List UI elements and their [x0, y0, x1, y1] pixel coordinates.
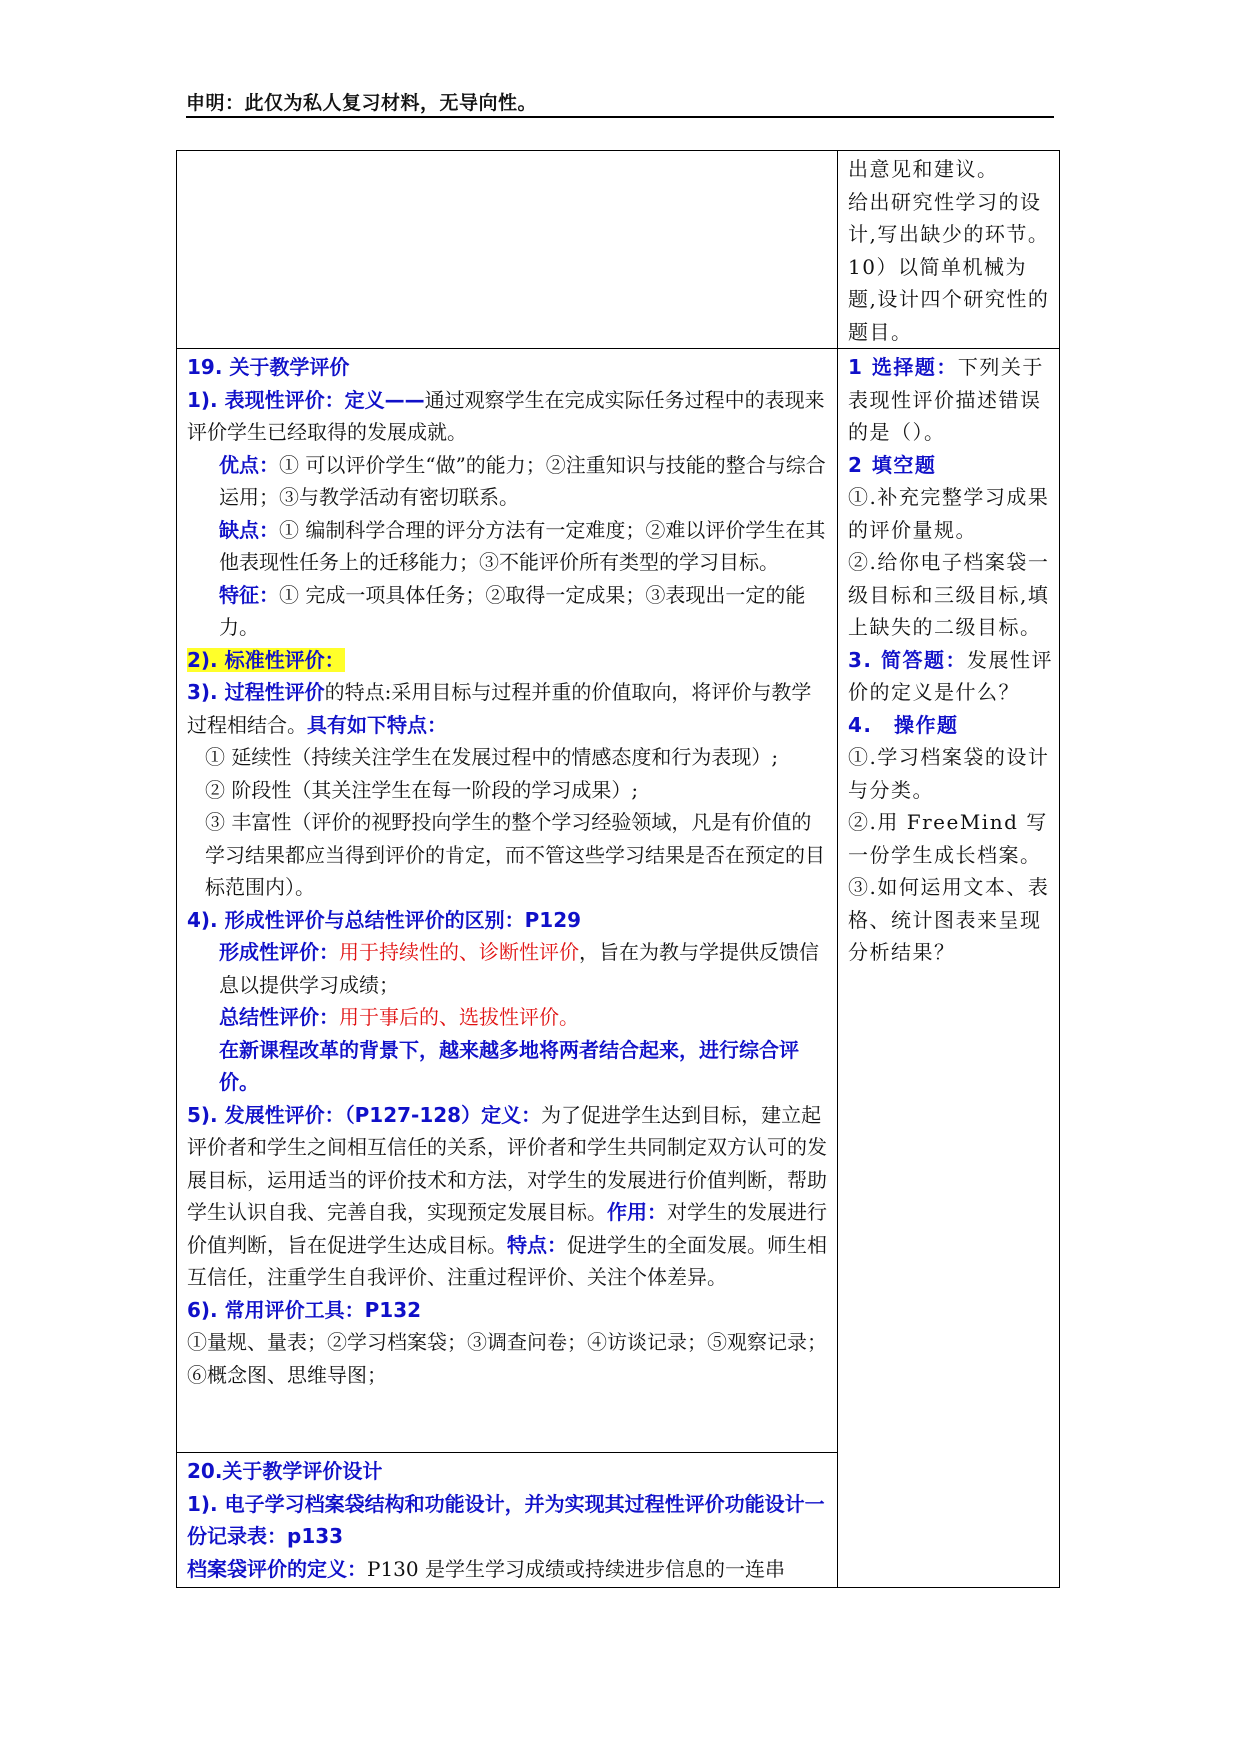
right-text-line: 出意见和建议。	[848, 157, 999, 181]
question-1-label: 1 选择题：	[848, 355, 958, 379]
row2-left-cell	[177, 349, 838, 1453]
standard-eval-heading	[187, 644, 831, 677]
question-2-item: ②.给你电子档案袋一级目标和三级目标,填上缺失的二级目标。	[848, 550, 1050, 639]
performance-eval-disadvantages	[187, 514, 831, 579]
row1-right-cell	[838, 151, 1060, 349]
performance-eval-text: 通过观察学生在完成实际任务过程中的表现来评价学生已经取得的发展成就。	[187, 387, 825, 444]
question-4-label: 4. 操作题	[848, 712, 959, 737]
page-header-title: 申明：此仅为私人复习材料，无导向性。	[186, 92, 538, 114]
portfolio-definition-label: 档案袋评价的定义：	[187, 1556, 367, 1581]
summative-eval-line	[187, 1001, 831, 1034]
process-eval-bold: 具有如下特点：	[307, 712, 447, 737]
summative-eval-red: 用于事后的、选拔性评价。	[339, 1005, 579, 1029]
formative-eval-text: ，旨在为教与学提供反馈信息以提供学习成绩；	[219, 940, 819, 997]
features-label: 特征：	[219, 582, 279, 607]
question-1-text: 下列关于表现性评价描述错误的是（）。	[848, 355, 1044, 444]
question-2-item: ①.补充完整学习成果的评价量规。	[848, 485, 1050, 542]
standard-eval-label: 2). 标准性评价：	[187, 647, 345, 672]
section-19-title: 19. 关于教学评价	[187, 355, 350, 379]
process-eval-item: ② 阶段性（其关注学生在每一阶段的学习成果）;	[205, 777, 639, 802]
disadvantages-label: 缺点：	[219, 517, 279, 542]
developmental-use-text: 对学生的发展进行价值判断，旨在促进学生达成目标。	[187, 1200, 827, 1257]
formative-eval-line	[187, 936, 831, 1001]
portfolio-design-heading: 1). 电子学习档案袋结构和功能设计，并为实现其过程性评价功能设计一份记录表：p133	[187, 1491, 825, 1548]
question-4-item: ③.如何运用文本、表格、统计图表来呈现分析结果？	[848, 875, 1050, 964]
portfolio-definition-text: P130 是学生学习成绩或持续进步信息的一连串	[367, 1556, 785, 1581]
table-row	[177, 151, 1060, 349]
question-1	[848, 351, 1053, 449]
process-eval-item: ① 延续性（持续关注学生在发展过程中的情感态度和行为表现）;	[205, 745, 779, 769]
process-eval-label: 3). 过程性评价	[187, 680, 325, 704]
process-eval-paragraph	[187, 676, 831, 741]
formative-eval-label: 形成性评价：	[219, 940, 339, 964]
developmental-eval-paragraph	[187, 1099, 831, 1294]
eval-tools-heading: 6). 常用评价工具：P132	[187, 1297, 422, 1322]
advantages-text: ① 可以评价学生“做”的能力；②注重知识与技能的整合与综合运用；③与教学活动有密切联系。	[219, 452, 826, 509]
right-text-line: 10）以简单机械为题,设计四个研究性的题目。	[848, 254, 1050, 344]
portfolio-definition	[187, 1553, 831, 1586]
developmental-eval-text: 为了促进学生达到目标，建立起评价者和学生之间相互信任的关系，评价者和学生共同制定双方认可的发展目标，运用适当的评价技术和方法，对学生的发展进行价值判断，帮助学生认识自我、完善自我，实现预定发展目标。	[187, 1102, 827, 1224]
developmental-use-label: 作用：	[607, 1200, 667, 1224]
question-3-label: 3. 简答题：	[848, 647, 967, 672]
performance-eval-definition	[187, 384, 831, 449]
header-rule	[186, 116, 1054, 118]
formative-summative-heading: 4). 形成性评价与总结性评价的区别：P129	[187, 907, 582, 932]
content-table	[176, 150, 1060, 1588]
features-text: ① 完成一项具体任务；②取得一定成果；③表现出一定的能力。	[219, 582, 806, 639]
question-4-item: ②.用 FreeMind 写一份学生成长档案。	[848, 810, 1048, 867]
eval-tools-text: ①量规、量表；②学习档案袋；③调查问卷；④访谈记录；⑤观察记录；⑥概念图、思维导图；	[187, 1330, 827, 1387]
developmental-eval-label: 5). 发展性评价：（P127-128）定义：	[187, 1102, 542, 1127]
row3-left-cell	[177, 1453, 838, 1588]
question-3-text: 发展性评价的定义是什么？	[848, 647, 1053, 704]
row1-left-cell	[177, 151, 838, 349]
performance-eval-features	[187, 579, 831, 644]
performance-eval-label: 1). 表现性评价：定义——	[187, 387, 425, 412]
developmental-feat-label: 特点：	[507, 1232, 567, 1257]
question-3	[848, 644, 1053, 709]
process-eval-text: 的特点:采用目标与过程并重的价值取向，将评价与教学过程相结合。	[187, 680, 812, 737]
question-4-item: ①.学习档案袋的设计与分类。	[848, 745, 1050, 802]
process-eval-item: ③ 丰富性（评价的视野投向学生的整个学习经验领域，凡是有价值的学习结果都应当得到评价的肯定，而不管这些学习结果是否在预定的目标范围内）。	[205, 810, 825, 899]
formative-eval-red: 用于持续性的、诊断性评价	[339, 940, 579, 964]
table-row	[177, 349, 1060, 1453]
summative-eval-label: 总结性评价：	[219, 1005, 339, 1029]
row2-right-cell	[838, 349, 1060, 1588]
developmental-feat-text: 促进学生的全面发展。师生相互信任，注重学生自我评价、注重过程评价、关注个体差异。	[187, 1232, 827, 1289]
right-text-line: 给出研究性学习的设计,写出缺少的环节。	[848, 189, 1050, 246]
performance-eval-advantages	[187, 449, 831, 514]
question-2-label: 2 填空题	[848, 452, 937, 477]
disadvantages-text: ① 编制科学合理的评分方法有一定难度；②难以评价学生在其他表现性任务上的迁移能力；③不能评价所有类型的学习目标。	[219, 517, 826, 574]
combined-eval-note: 在新课程改革的背景下，越来越多地将两者结合起来，进行综合评价。	[219, 1037, 799, 1094]
advantages-label: 优点：	[219, 452, 279, 477]
section-20-title: 20.关于教学评价设计	[187, 1459, 383, 1483]
